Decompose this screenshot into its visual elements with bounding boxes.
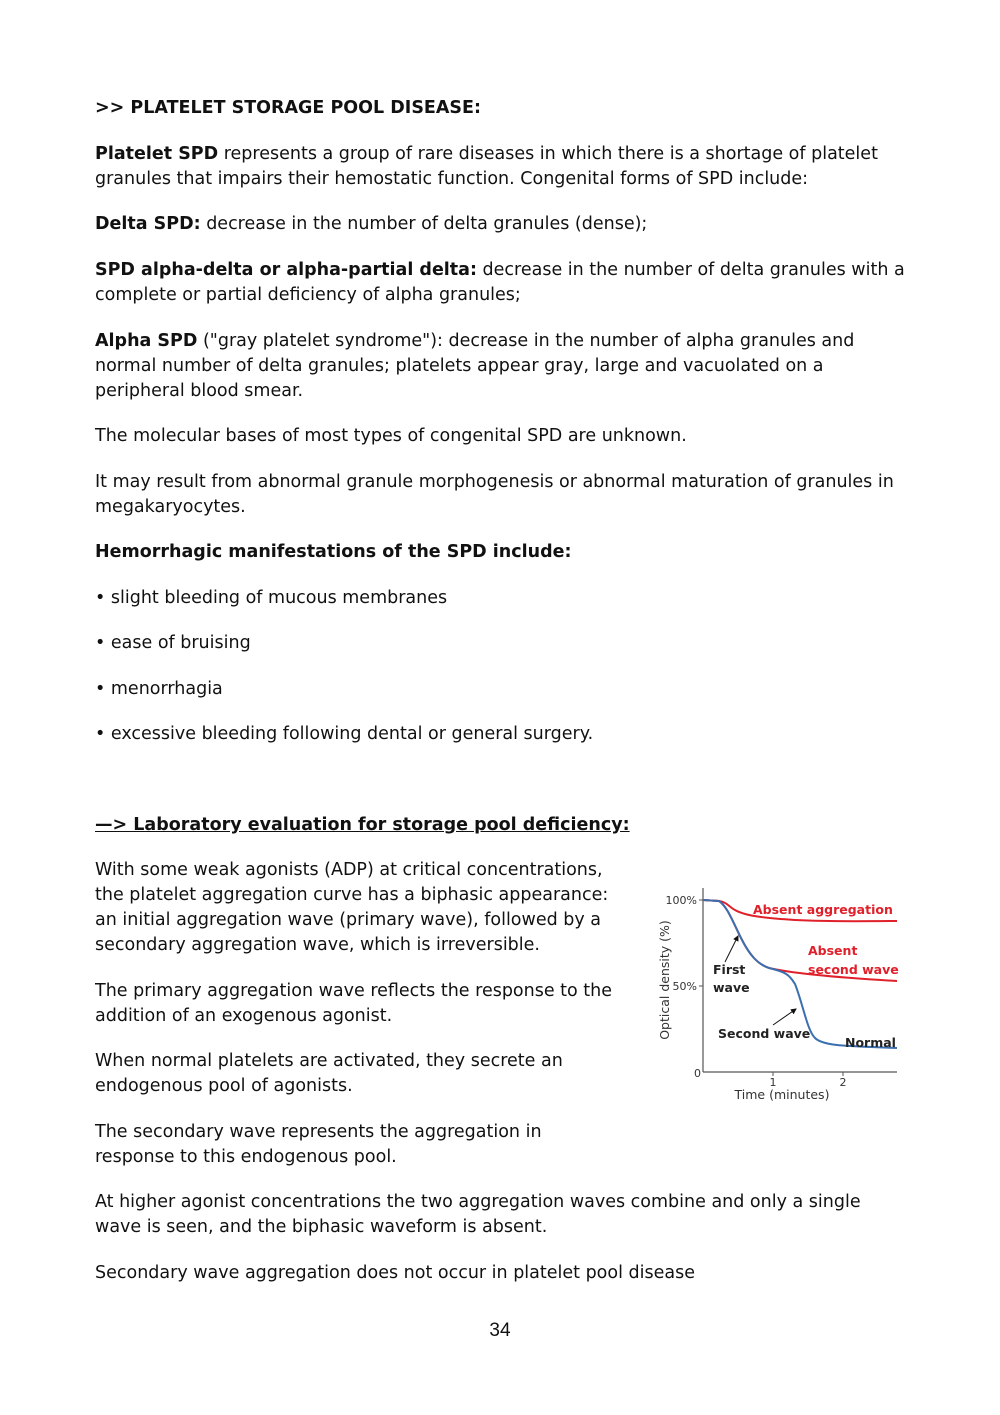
first-wave-arrow (725, 936, 738, 962)
term: Delta SPD: (95, 214, 201, 234)
bullet-item: • ease of bruising (95, 633, 251, 653)
bullet-item: • menorrhagia (95, 679, 223, 699)
definition: decrease in the number of delta granules (dense); (200, 214, 648, 234)
x-tick-label: 2 (839, 1076, 847, 1089)
lab-paragraph: The primary aggregation wave reflects the response to the addition of an exogenous agonist. (95, 981, 613, 1026)
bullet-item: • slight bleeding of mucous membranes (95, 588, 448, 608)
x-tick-label: 1 (769, 1076, 777, 1089)
lab-paragraph: The secondary wave represents the aggregation in response to this endogenous pool. (95, 1122, 542, 1167)
first-wave-label: wave (713, 980, 750, 995)
page-number: 34 (489, 1320, 511, 1341)
section-heading: >> PLATELET STORAGE POOL DISEASE: (95, 98, 481, 118)
bullet-item: • excessive bleeding following dental or general surgery. (95, 724, 594, 744)
term: SPD alpha-delta or alpha-partial delta: (95, 260, 477, 280)
intro-paragraph (95, 142, 905, 192)
y-tick-label: 50% (672, 980, 697, 993)
absent-second-wave-label: Absent (808, 943, 858, 958)
definition: ("gray platelet syndrome"): decrease in the number of alpha granules and normal number of delta granules; platelets appear gray, large and vacuolated on a peripheral blood smear. (95, 331, 855, 401)
y-tick-label: 0 (694, 1067, 701, 1080)
first-wave-label: First (713, 962, 746, 977)
alpha-delta-paragraph (95, 258, 905, 308)
definition: represents a group of rare diseases in which there is a shortage of platelet granules that impairs their hemostatic function. Congenital forms of SPD include: (95, 144, 878, 189)
lab-paragraph: When normal platelets are activated, they secrete an endogenous pool of agonists. (95, 1051, 563, 1096)
higher-concentration-paragraph: At higher agonist concentrations the two aggregation waves combine and only a single wave is seen, and the biphasic waveform is absent. (95, 1192, 861, 1237)
aggregation-curve-figure (645, 880, 905, 1110)
definition: decrease in the number of delta granules with a complete or partial deficiency of alpha granules; (95, 260, 905, 305)
alpha-paragraph (95, 329, 905, 404)
lab-heading: —> Laboratory evaluation for storage pool deficiency: (95, 815, 630, 835)
normal-label: Normal (845, 1035, 896, 1050)
molecular-paragraph: The molecular bases of most types of congenital SPD are unknown. (95, 426, 687, 446)
term: Platelet SPD (95, 144, 219, 164)
absent-second-wave-label: second wave (808, 962, 899, 977)
term: Alpha SPD (95, 331, 198, 351)
y-axis-label: Optical density (%) (657, 920, 672, 1040)
y-tick-label: 100% (665, 894, 697, 907)
result-paragraph: It may result from abnormal granule morphogenesis or abnormal maturation of granules in megakaryocytes. (95, 472, 894, 517)
conclusion-paragraph: Secondary wave aggregation does not occur in platelet pool disease (95, 1263, 695, 1283)
delta-paragraph (95, 212, 905, 237)
absent-aggregation-label: Absent aggregation (753, 902, 893, 917)
hemorrhagic-heading: Hemorrhagic manifestations of the SPD include: (95, 542, 572, 562)
second-wave-arrow (773, 1009, 796, 1025)
x-axis-label: Time (minutes) (734, 1087, 830, 1102)
lab-paragraph: With some weak agonists (ADP) at critical concentrations, the platelet aggregation curve has a biphasic appearance: an initial aggregation wave (primary wave), followed by a secondary aggregation wave, which is irreversible. (95, 860, 609, 955)
second-wave-label: Second wave (718, 1026, 811, 1041)
